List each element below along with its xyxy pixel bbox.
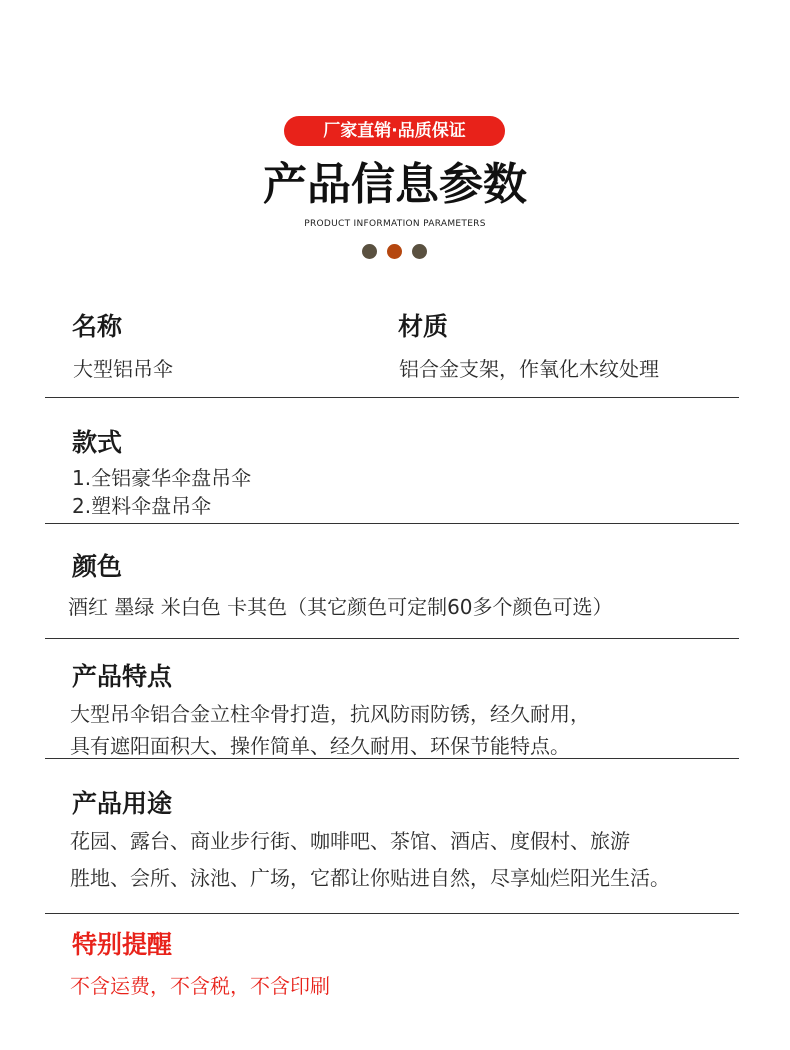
notice-value: 不含运费，不含税，不含印刷 — [70, 974, 330, 998]
name-label: 名称 — [72, 312, 123, 341]
color-label: 颜色 — [72, 552, 123, 581]
dot-3 — [412, 244, 427, 259]
usage-line-2: 胜地、会所、泳池、广场，它都让你贴进自然，尽享灿烂阳光生活。 — [70, 866, 670, 890]
divider-5 — [45, 913, 739, 914]
style-label: 款式 — [72, 428, 123, 457]
style-line-2: 2.塑料伞盘吊伞 — [72, 494, 212, 518]
decorative-dots — [362, 244, 428, 260]
divider-2 — [45, 523, 739, 524]
dot-2 — [387, 244, 402, 259]
page-subtitle: PRODUCT INFORMATION PARAMETERS — [304, 219, 486, 229]
promo-badge: 厂家直销·品质保证 — [284, 116, 505, 146]
divider-1 — [45, 397, 739, 398]
page-title: 产品信息参数 — [263, 159, 527, 210]
divider-4 — [45, 758, 739, 759]
notice-label: 特别提醒 — [72, 930, 173, 959]
usage-line-1: 花园、露台、商业步行街、咖啡吧、茶馆、酒店、度假村、旅游 — [70, 829, 630, 853]
usage-label: 产品用途 — [72, 789, 173, 818]
dot-1 — [362, 244, 377, 259]
material-value: 铝合金支架，作氧化木纹处理 — [399, 357, 659, 381]
color-value: 酒红 墨绿 米白色 卡其色（其它颜色可定制60多个颜色可选） — [68, 595, 613, 619]
material-label: 材质 — [398, 312, 449, 341]
name-value: 大型铝吊伞 — [73, 357, 173, 381]
features-line-2: 具有遮阳面积大、操作简单、经久耐用、环保节能特点。 — [70, 734, 570, 758]
style-line-1: 1.全铝豪华伞盘吊伞 — [72, 466, 252, 490]
features-label: 产品特点 — [72, 662, 173, 691]
divider-3 — [45, 638, 739, 639]
features-line-1: 大型吊伞铝合金立柱伞骨打造，抗风防雨防锈，经久耐用， — [70, 702, 590, 726]
